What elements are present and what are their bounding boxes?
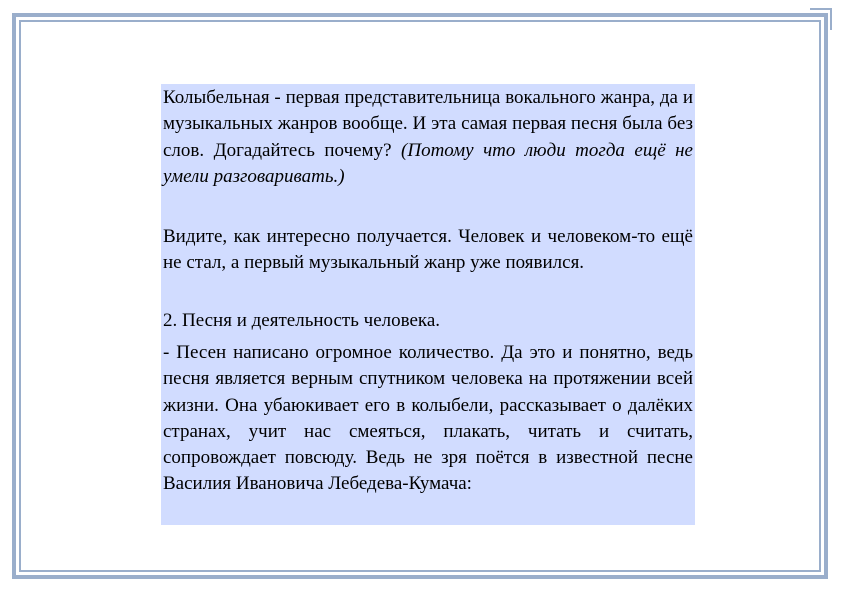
page-frame-corner <box>810 8 832 30</box>
paragraph-lullaby-text: Колыбельная - первая представительница вокального жанра, да и музыкальных жанров вообще. И эта самая первая песня была без слов. Догадайтесь почему? <box>163 87 693 161</box>
paragraph-songs: - Песен написано огромное количество. Да это и понятно, ведь песня является верным спутником человека на протяжении всей жизни. Она убаюкивает его в колыбели, рассказывает о далёких странах, учит нас смеяться, плакать, читать и считать, сопровождает повсюду. Ведь не зря поётся в известной песне Василия Ивановича Лебедева-Кумача: <box>163 342 693 495</box>
section-heading: 2. Песня и деятельность человека. <box>163 310 441 331</box>
paragraph-lullaby-answer: (Потому что люди тогда ещё не умели разговаривать.) <box>163 139 693 187</box>
paragraph-lullaby <box>161 85 695 190</box>
text-block <box>161 84 695 525</box>
paragraph-first-genre: Видите, как интересно получается. Человек и человеком-то ещё не стал, а первый музыкальный жанр уже появился. <box>163 226 693 274</box>
